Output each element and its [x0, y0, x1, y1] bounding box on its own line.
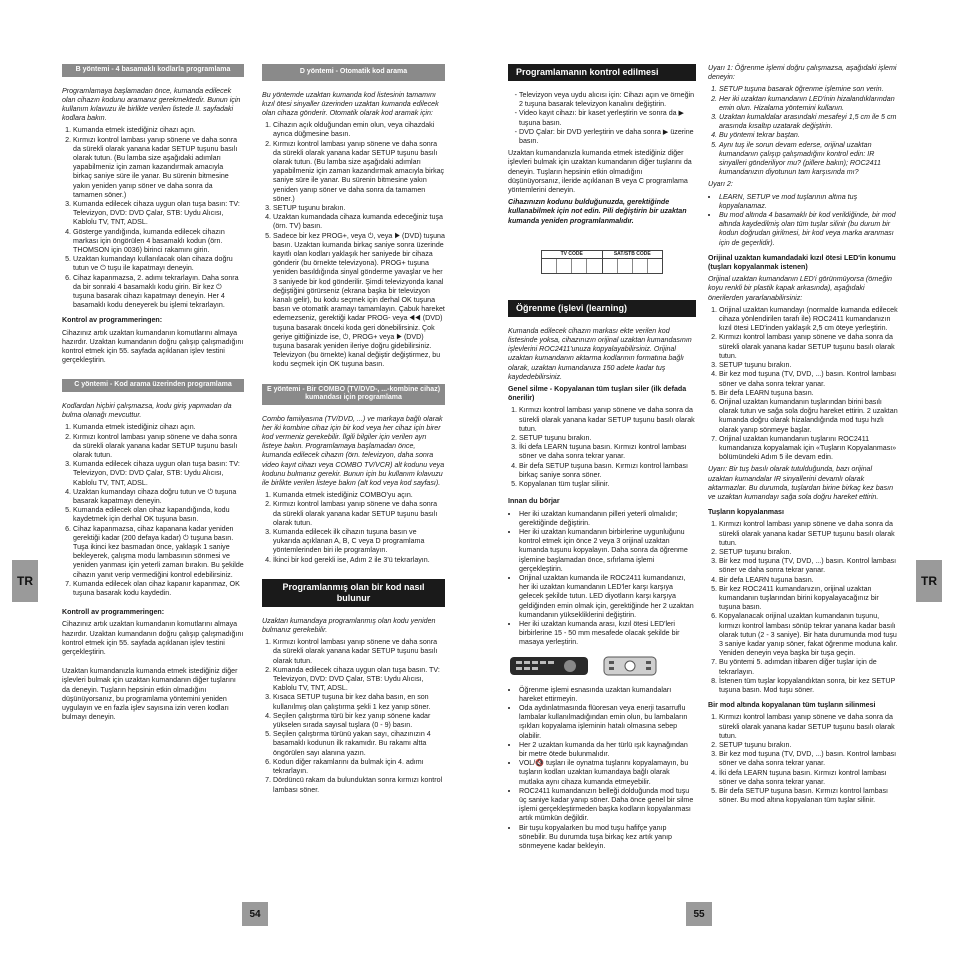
list-item: 5. Uzaktan kumandayı kullanılacak olan cihaza doğru tutun ve ⏻ tuşu ile kapatmayı deneyin.	[73, 255, 244, 273]
list-item: 5. Kopyalanan tüm tuşlar silinir.	[519, 480, 696, 489]
list-item: - Video kayıt cihazı: bir kaset yerleştirin ve sonra da ▶ tuşuna basın.	[519, 109, 696, 127]
list-item: • Öğrenme işlemi esnasında uzaktan kumandaları hareket ettirmeyin.	[519, 686, 696, 704]
method-c-check-text: Cihazınız artık uzaktan kumandanın komutlarını almaya hazırdır. Uzaktan kumandanın doğru çalışıp çalışmadığını kontrol etmek için 55. sayfada açıklanan işlev testini gerçekleştirin.	[62, 620, 244, 656]
list-item: • Bir tuşu kopyalarken bu mod tuşu hafifçe yanıp sönebilir. Bu durumda tuşa birkaç kez artık yanıp sönmeyene kadar bekleyin.	[519, 824, 696, 852]
delete-keys-steps	[708, 713, 898, 805]
list-item: 3. Kumanda edilecek cihaza uygun olan tuşa basın: TV: Televizyon, DVD: DVD Çalar, STB: Uydu Alıcısı, Kablolu TV, TNT, ADSL.	[73, 460, 244, 488]
remotes-alignment-illustration	[508, 654, 658, 678]
list-item: 3. Kumanda edilecek cihaza uygun olan tuşa basın: TV: Televizyon, DVD: DVD Çalar, STB: Uydu Alıcısı, Kablolu TV, TNT, ADSL.	[73, 200, 244, 228]
list-item: 1. Kumanda etmek istediğiniz COMBO'yu açın.	[273, 491, 445, 500]
list-item: 4. Uzaktan kumandayı cihaza doğru tutun ve ⏻ tuşuna basarak kapatmayı deneyin.	[73, 488, 244, 506]
list-item: 1. Orijinal uzaktan kumandayı (normalde kumanda edilecek cihaza yönlendirilen tarafı ile) ROC2411 kumandanızın kızıl ötesi LED'inden yaklaşık 2,5 cm öteye yerleştirin.	[719, 306, 898, 334]
list-item: 4. Bir kez mod tuşuna (TV, DVD, ...) basın. Kontrol lambası söner ve daha sonra tekrar yanar.	[719, 370, 898, 388]
column-2	[262, 64, 445, 798]
language-tab-left-label: TR	[17, 574, 33, 588]
led-position-title: Orijinal uzaktan kumandadaki kızıl ötesi LED'in konumu (tuşları kopyalanmak istenen)	[708, 253, 896, 272]
list-item: 2. Kırmızı kontrol lambası yanıp sönene ve daha sonra da sürekli olarak yanana kadar SETUP tuşunu basılı olarak tutun. (Bu lamba size aşağıdaki adımları yapabilmeniz için zaman kazandırmak amacıyla birkaç saniye süre ile yanar. Bu sürenin bitmesine yakın yeniden yanıp söner ve daha sonra da tamamen söner.)	[73, 136, 244, 200]
method-c-intro: Kodlardan hiçbiri çalışmazsa, kodu giriş yapmadan da bulma olanağı mevcuttur.	[62, 401, 232, 420]
before-start-title: Innan du börjar	[508, 497, 560, 506]
list-item: 4. İkinci bir kod gerekli ise, Adım 2 ile 3'ü tekrarlayın.	[273, 556, 445, 565]
learning-reset-steps	[508, 406, 696, 489]
led-position-steps	[708, 306, 898, 462]
list-item: 2. Kırmızı kontrol lambası yanıp sönene ve daha sonra da sürekli olarak yanana kadar SETUP tuşunu basılı olarak tutun.	[73, 433, 244, 461]
method-c-check-title: Kontroll av programmeringen:	[62, 608, 165, 617]
list-item: 3. İki defa LEARN tuşuna basın. Kırmızı kontrol lambası söner ve daha sonra tekrar yanar.	[519, 443, 696, 461]
list-item: • LEARN, SETUP ve mod tuşlarının altına tuş kopyalanamaz.	[719, 193, 898, 211]
list-item: 4. İki defa LEARN tuşuna basın. Kırmızı kontrol lambası söner ve daha sonra tekrar yanar.	[719, 769, 898, 787]
learning-reset-title: Genel silme - Kopyalanan tüm tuşları siler (ilk defada önerilir)	[508, 385, 687, 403]
warning-1-title: Uyarı 1: Öğrenme işlemi doğru çalışmazsa, aşağıdaki işlemi deneyin:	[708, 64, 897, 82]
list-item: 1. Kırmızı kontrol lambası yanıp sönene ve daha sonra da sürekli olarak yanana kadar SETUP tuşunu basılı olarak tutun.	[719, 520, 898, 548]
list-item: 1. Cihazın açık olduğundan emin olun, veya cihazdaki ayrıca düğmesine basın.	[273, 121, 445, 139]
list-item: 1. Kumanda etmek istediğiniz cihazı açın.	[73, 126, 244, 135]
list-item: 2. Kumanda edilecek cihaza uygun olan tuşa basın. TV: Televizyon, DVD: DVD Çalar, STB: Uydu Alıcısı, Kablolu TV, TNT, ADSL.	[273, 666, 445, 694]
list-item: - DVD Çalar: bir DVD yerleştirin ve daha sonra ▶ üzerine basın.	[519, 128, 696, 146]
find-code-intro: Uzaktan kumandaya programlanmış olan kodu yeniden bulmanız gerekebilir.	[262, 616, 436, 635]
list-item: 4. Gösterge yandığında, kumanda edilecek cihazın markası için öngörülen 4 basamaklı kodun (örn. THOMSON için 0036) birinci rakamını girin.	[73, 228, 244, 256]
language-tab-right	[916, 560, 942, 602]
list-item: • Her 2 uzaktan kumanda da her türlü ışık kaynağından bir metre ötede bulunmalıdır.	[519, 741, 696, 759]
method-e-intro: Combo familyasına (TV/DVD, ...) ve markaya bağlı olarak her iki kombine cihaz için bir kod veya her cihaz için birer kod vermeniz gerekebilir. İlgili bilgiler için verilen ayrı listeye bakın. Programlamaya başlamadan önce, kumanda edilecek cihazın (örn. televizyon, daha sonra video kayıt cihazı veya COMBO TV/VCR) alt kodunu veya kodunu bulmanız gerekir. Bunun için bu kullanım kılavuzu ile birlikte verilen listeye bakın (alt kod veya kod sayfası).	[262, 414, 445, 488]
section-header-learning: Öğrenme (işlevi (learning)	[508, 300, 696, 317]
list-item: 1. Kumanda etmek istediğiniz cihazı açın.	[73, 423, 244, 432]
learning-intro: Kumanda edilecek cihazın markası ekte verilen kod listesinde yoksa, cihazınızın orijinal uzaktan kumandasının işlevlerini ROC2411'unuza kopyalayabilirsiniz. Orijinal uzaktan kumandanın aktarma kodlarının formatına bağlı olarak, uzaktan kumandanıza 150 adete kadar tuş kaydedebilirsiniz.	[508, 326, 692, 381]
list-item: • ROC2411 kumandanızın belleği dolduğunda mod tuşu üç saniye kadar yanıp söner. Daha önce genel bir silme işlemi gerçekleştirmeden başka kodların kopyalanması artık mümkün değildir.	[519, 787, 696, 824]
page-number-left	[242, 902, 268, 926]
column-1	[62, 64, 244, 725]
list-item: 1. Kırmızı kontrol lambası yanıp sönene ve daha sonra da sürekli olarak yanana kadar SETUP tuşunu basılı olarak tutun.	[719, 713, 898, 741]
list-item: 7. Bu yöntemi 5. adımdan itibaren diğer tuşlar için de tekrarlayın.	[719, 658, 898, 676]
check-note: Cihazınızın kodunu bulduğunuzda, gerektiğinde kullanabilmek için not edin. Pili değiştirin bir uzaktan kumanda yeniden programlanmalıdır.	[508, 198, 687, 225]
led-position-intro: Orijinal uzaktan kumandanın LED'i görünmüyorsa (örneğin koyu renkli bir plastik kapak arkasında), aşağıdaki önerilerden yararlanabilirsiniz:	[708, 275, 892, 302]
method-b-check-text: Cihazınız artık uzaktan kumandanın komutlarını almaya hazırdır. Uzaktan kumandanın doğru çalışıp çalışmadığını kontrol etmek için 55. sayfada açıklanan işlev testini gerçekleştirin.	[62, 328, 244, 365]
list-item: 2. Kırmızı kontrol lambası yanıp sönene ve daha sonra da sürekli olarak yanana kadar SETUP tuşunu basılı olarak tutun.	[719, 333, 898, 361]
list-item: 4. Bu yöntemi tekrar baştan.	[719, 131, 898, 140]
list-item: 5. Seçilen çalıştırma türünü yakan sayı, cihazınızın 4 basamaklı kodunun ilk rakamıdır. Bu rakamı altta öngörülen sayı alanına yazın.	[273, 730, 445, 758]
list-item: • Orijinal uzaktan kumanda ile ROC2411 kumandanızı, her iki uzaktan kumandanın LED'ler karşı karşıya gelecek şekilde tutun. LED diyotların karşı karşıya geldiğinden emin olmak için, gerektiğinde her 2 uzaktan kumandanın yüksekliklerini değiştirin.	[519, 574, 696, 620]
warning-2-title: Uyarı 2:	[708, 180, 733, 189]
delete-keys-title: Bir mod altında kopyalanan tüm tuşların silinmesi	[708, 701, 876, 710]
list-item: 7. Dördüncü rakam da bulunduktan sonra kırmızı kontrol lambası söner.	[273, 776, 445, 794]
sat-code-field	[603, 251, 663, 273]
list-item: 1. Kırmızı kontrol lambası yanıp sönene ve daha sonra da sürekli olarak yanana kadar SETUP tuşunu basılı olarak tutun.	[519, 406, 696, 434]
method-b-check-title: Kontrol av programmeringen:	[62, 316, 163, 325]
list-item: 4. Uzaktan kumandada cihaza kumanda edeceğiniz tuşa (örn. TV) basın.	[273, 213, 445, 231]
list-item: 7. Orijinal uzaktan kumandanın tuşlarını ROC2411 kumandanıza kopyalamak için «Tuşların Kopyalanması» bölümündeki Adım 5 ile devam edin.	[719, 435, 898, 463]
list-item: • Bu mod altında 4 basamaklı bir kod verildiğinde, bir mod altında kaydedilmiş olan tüm tuşlar silinir (bu durum bir kodun doğrudan girilmesi, bir kod veya marka aranması için de geçerlidir).	[719, 211, 898, 248]
list-item: 2. SETUP tuşunu bırakın.	[519, 434, 696, 443]
list-item: • Her iki uzaktan kumanda arası, kızıl ötesi LED'leri birbirlerine 15 - 50 mm mesafede olacak şekilde bir masaya yerleştirin.	[519, 620, 696, 648]
list-item: • Her iki uzaktan kumandanın pilleri yeterli olmalıdır; gerektiğinde değiştirin.	[519, 510, 696, 528]
section-header-check-programming: Programlamanın kontrol edilmesi	[508, 64, 696, 81]
tv-code-label: TV CODE	[542, 251, 602, 259]
learning-tips-list	[508, 686, 696, 852]
list-item: 7. Kumanda edilecek olan cihaz kapanır kapanmaz, OK tuşuna basarak kodu kaydedin.	[73, 580, 244, 598]
list-item: 5. Sadece bir kez PROG+, veya ⏻, veya ▶ (DVD) tuşuna basın. Uzaktan kumanda birkaç saniye sonra üzerinde kayıtlı olan kodları yaklaşık her saniyede bir cihaza gönderir (bu örnekte televizyona). PROG+ tuşuna yeniden basıldığında sinyal gönderme yavaşlar ve her 3 saniyede bir kod gönderilir. Şimdi televizyonda kanal değiştiğini görürseniz (ekrana başka bir televizyon kanalı gelir), bu kodu seçmek için derhal OK tuşuna basın ve otomatik aramayı tamamlayın. Çabuk hareket edemezseniz, gerektiği kadar PROG- veya ◀◀ (DVD) tuşuna basarak önceki koda geri dönebilirsiniz. Çok geriye gittiğinizde ise, ⏻, PROG+ veya ▶ (DVD) tuşuna basarak yeniden ileriye doğru gidebilirsiniz. Televizyon (bu örnekte) kanal değiştir değiştirmez, bu kodu seçmek için OK tuşuna basın.	[273, 232, 445, 370]
list-item: 5. Bir kez ROC2411 kumandanızın, orijinal uzaktan kumandanın tuşlarından birini kopyalayacağınız bir tuşuna basın.	[719, 585, 898, 613]
list-item: 2. Kırmızı kontrol lambası yanıp sönene ve daha sonra da sürekli olarak yanana kadar SETUP tuşunu basılı olarak tutun. (Bu lamba size aşağıdaki adımları yapabilmeniz için zaman kazandırmak amacıyla birkaç saniye süre ile yanar. Bu sürenin bitmesine yakın yeniden yanıp söner ve daha sonra da tamamen söner.)	[273, 140, 445, 204]
sat-code-label: SAT/STB CODE	[603, 251, 663, 259]
method-d-steps	[262, 121, 445, 369]
list-item: 6. Cihaz kapanmazsa, 2. adımı tekrarlayın. Daha sonra da bir sonraki 4 basamaklı kodu girin. Bir kez ⏻ tuşuna basarak cihazı kapatmayı deneyin. Her 4 basamaklı kodu deneyerek bu işlemi tekrarlayın.	[73, 274, 244, 311]
list-item: 8. İstenen tüm tuşlar kopyalandıktan sonra, bir kez SETUP tuşuna basın. Mod tuşu söner.	[719, 677, 898, 695]
before-start-list	[508, 510, 696, 648]
list-item: 1. SETUP tuşuna basarak öğrenme işlemine son verin.	[719, 85, 898, 94]
led-position-note: Uyarı: Bir tuş basılı olarak tutulduğunda, bazı orijinal uzaktan kumandalar IR sinyallerini devamlı olarak aktarmazlar. Bu durumda, tuşlardan birine birkaç kez basın ve uzaktan kumandayı sağa sola doğru hareket ettirin.	[708, 465, 894, 501]
warning-1-steps	[708, 85, 898, 177]
list-item: 2. Her iki uzaktan kumandanın LED'inin hizalandıklarından emin olun. Hizalama yöntemini kullanın.	[719, 95, 898, 113]
list-item: • Oda aydınlatmasında flüoresan veya enerji tasarruflu lambalar kullanılmadığından emin olun, bu lambaların ışıkları kopyalama işleminin hatalı olmasına sebep olabilir.	[519, 704, 696, 741]
page-number-left-label: 54	[249, 908, 261, 920]
list-item: 2. SETUP tuşunu bırakın.	[719, 548, 898, 557]
section-header-method-e: E yöntemi - Bir COMBO (TV/DVD-, ...-kombine cihaz) kumandası için programlama	[262, 384, 445, 405]
list-item: 1. Kırmızı kontrol lambası yanıp sönene ve daha sonra da sürekli olarak yanana kadar SETUP tuşunu basılı olarak tutun.	[273, 638, 445, 666]
list-item: 6. Kopyalanacak orijinal uzaktan kumandanın tuşunu, kırmızı kontrol lambası sönüp tekrar yanana kadar basılı olarak tutun (2 - 3 saniye). Bir hata durumunda mod tuşu 3 saniye kadar yanıp söner, fakat öğrenme moduna kalır. Yeniden deneyin veya başka bir tuşa geçin.	[719, 612, 898, 658]
page-number-right-label: 55	[693, 908, 705, 920]
list-item: 2. SETUP tuşunu bırakın.	[719, 741, 898, 750]
find-code-steps	[262, 638, 445, 794]
section-header-method-d: D yöntemi - Otomatik kod arama	[262, 64, 445, 81]
list-item: 3. Kumanda edilecek ilk cihazın tuşuna basın ve yukarıda açıklanan A, B, C veya D programlama yöntemlerinden biri ile programlayın.	[273, 528, 445, 556]
list-item: 6. Cihaz kapanmazsa, cihaz kapanana kadar yeniden gerektiği kadar (200 defaya kadar) ⏻ tuşuna basın. Tuşa ikinci kez basmadan önce, yaklaşık 1 saniye bekleyerek, çalışma modu lambasının sönmesi ve yeniden yanması için yeterli zaman bırakın. Bu şekilde cihazın yanıt verip vermediğini kontrol edebilirsiniz.	[73, 525, 244, 580]
method-b-steps	[62, 126, 244, 310]
list-item: 6. Kodun diğer rakamlarını da bulmak için 4. adımı tekrarlayın.	[273, 758, 445, 776]
column-3	[508, 64, 696, 854]
page-number-right	[686, 902, 712, 926]
list-item: 3. Uzaktan kumaldalar arasındaki mesafeyi 1,5 cm ile 5 cm arasında kısaltıp uzatarak değiştirin.	[719, 113, 898, 131]
check-list	[508, 91, 696, 146]
list-item: 4. Seçilen çalıştırma türü bir kez yanıp sönene kadar yükselen sırada sayısal tuşlara (0 - 9) basın.	[273, 712, 445, 730]
list-item: 3. SETUP tuşunu bırakın.	[273, 204, 445, 213]
section-header-find-code: Programlanmış olan bir kod nasıl bulunur	[262, 579, 445, 607]
list-item: 3. Kısaca SETUP tuşuna bir kez daha basın, en son kullanılmış olan çalıştırma şekli 1 kez yanıp söner.	[273, 693, 445, 711]
list-item: 3. Bir kez mod tuşuna (TV, DVD, ...) basın. Kontrol lambası söner ve daha sonra tekrar yanar.	[719, 750, 898, 768]
code-record-box	[541, 250, 663, 274]
list-item: - Televizyon veya uydu alıcısı için: Cihazı açın ve örneğin 2 tuşuna basarak televizyon kanalını değiştirin.	[519, 91, 696, 109]
list-item: 4. Bir defa SETUP tuşuna basın. Kırmızı kontrol lambası birkaç saniye sonra söner.	[519, 462, 696, 480]
language-tab-left	[12, 560, 38, 602]
list-item: 3. SETUP tuşunu bırakın.	[719, 361, 898, 370]
warning-2-list	[708, 193, 898, 248]
tv-code-field	[542, 251, 603, 273]
list-item: 5. Bir defa SETUP tuşuna basın. Kırmızı kontrol lambası söner. Bu mod altına kopyalanan tüm tuşlar silinir.	[719, 787, 898, 805]
list-item: 3. Bir kez mod tuşuna (TV, DVD, ...) basın. Kontrol lambası söner ve daha sonra tekrar yanar.	[719, 557, 898, 575]
list-item: • VOL/🔇 tuşları ile oynatma tuşlarını kopyalamayın, bu tuşların kodları uzaktan kumandaya bağlı olarak mutlaka aynı cihaza kumanda etmeyebilir.	[519, 759, 696, 787]
method-b-intro: Programlamaya başlamadan önce, kumanda edilecek olan cihazın kodunu aramanız gerekmektedir. Bunun için kullanım kılavuzu ile birlikte verilen listede II. sayfadaki kodlara bakın.	[62, 86, 241, 123]
list-item: 5. Kumanda edilecek olan cihaz kapandığında, kodu kaydetmek için derhal OK tuşuna basın.	[73, 506, 244, 524]
copy-keys-steps	[708, 520, 898, 695]
language-tab-right-label: TR	[921, 574, 937, 588]
section-header-method-b: B yöntemi - 4 basamaklı kodlarla programlama	[62, 64, 244, 77]
list-item: 2. Kırmızı kontrol lambası yanıp sönene ve daha sonra da sürekli olarak yanana kadar SETUP tuşunu basılı olarak tutun.	[273, 500, 445, 528]
method-c-steps	[62, 423, 244, 598]
list-item: 5. Aynı tuş ile sorun devam ederse, orijinal uzaktan kumandanın çalışıp çalışmadığını kontrol edin: IR sinyalleri gönderiliyor mu? (pillere bakın); ROC2411 kumandanızın diyotunun tam karşısında mı?	[719, 141, 898, 178]
copy-keys-title: Tuşların kopyalanması	[708, 508, 784, 517]
list-item: 6. Orijinal uzaktan kumandanın tuşlarından birini basılı olarak tutun ve sağa sola doğru hareket ettirin. 2 uzaktan kumanda doğru olarak hizalandığında mod tuşu hızlı olarak yanıp sönmeye başlar.	[719, 398, 898, 435]
section-header-method-c: C yöntemi - Kod arama üzerinden programlama	[62, 379, 244, 392]
method-e-steps	[262, 491, 445, 565]
list-item: 5. Bir defa LEARN tuşuna basın.	[719, 389, 898, 398]
column-4	[708, 64, 898, 808]
list-item: 4. Bir defa LEARN tuşuna basın.	[719, 576, 898, 585]
check-text: Uzaktan kumandanızla kumanda etmek istediğiniz diğer işlevleri bulmak için uzaktan kumandanın diğer tuşlarını da deneyin. Tuşların hepsinin etkin olmadığını düşünüyorsanız, ileride açıklanan B veya C programlama yöntemlerini deneyin.	[508, 149, 692, 195]
list-item: • Her iki uzaktan kumandanın birbirlerine uygunluğunu kontrol etmek için önce 2 veya 3 orijinal uzaktan kumanda tuşunu kopyalayın. Daha sonra da öğrenme işlemine başlamadan önce, sıfırlama işlemi gerçekleştirin.	[519, 528, 696, 574]
method-d-intro: Bu yöntemde uzaktan kumanda kod listesinin tamamını kızıl ötesi sinyaller üzerinden uzaktan kumanda edilecek olan cihaza gönderir. Otomatik olarak kod aramak için:	[262, 90, 439, 117]
method-c-note: Uzaktan kumandanızla kumanda etmek istediğiniz diğer işlevleri bulmak için uzaktan kumandanın diğer tuşlarını da deneyin. Tuşların hepsinin etkin olmadığını düşünüyorsanız, bu programlama yöntemini yeniden uygulayın ve en fazla işlev sayısına izin veren kodları bulmayı deneyin.	[62, 667, 238, 722]
